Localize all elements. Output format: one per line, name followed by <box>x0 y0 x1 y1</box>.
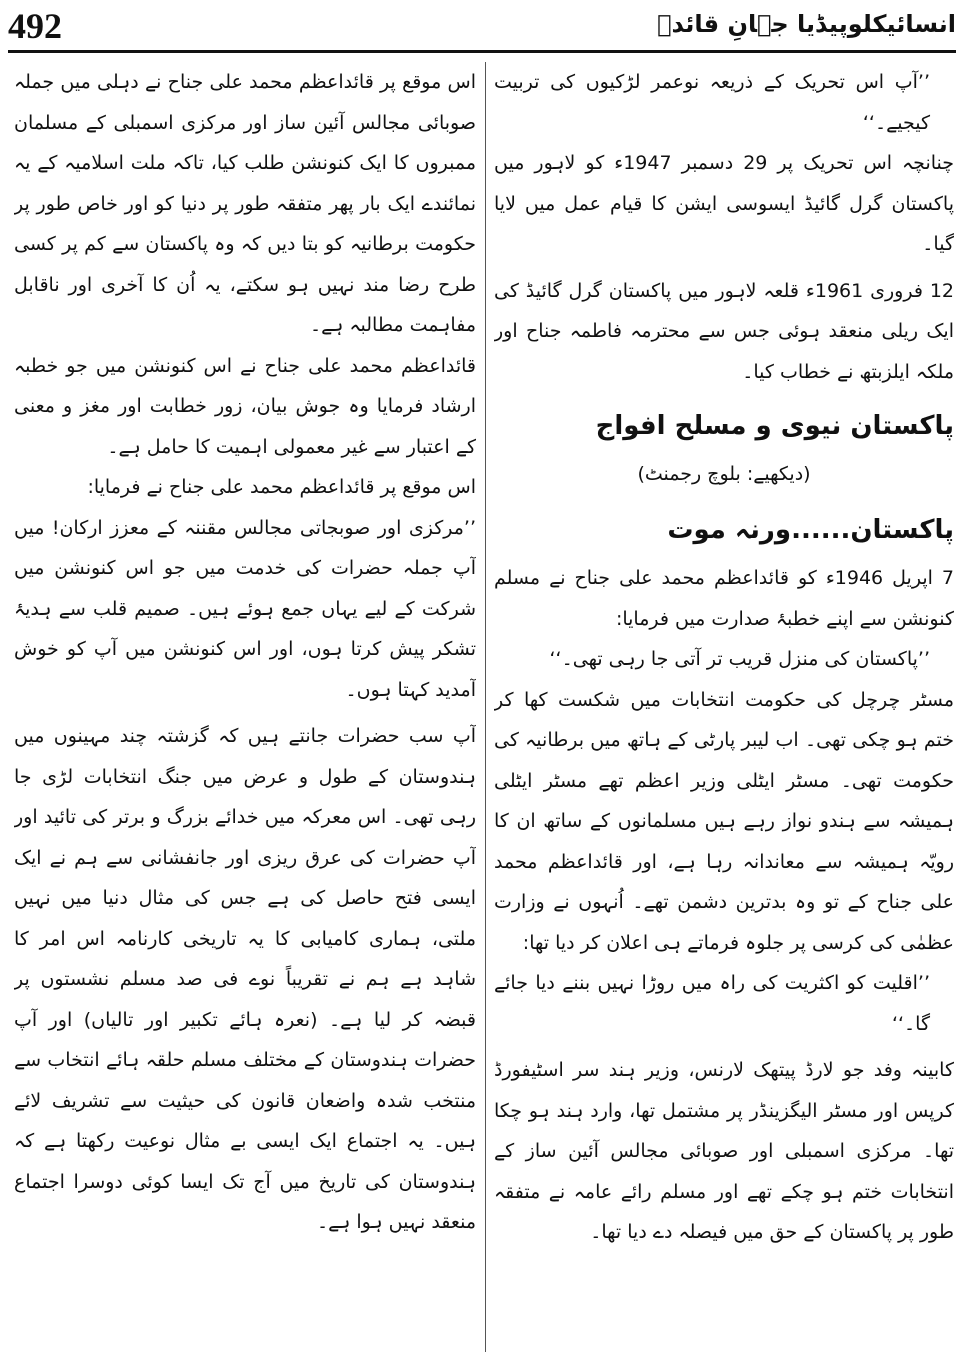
quote-paragraph: ’’آپ اس تحریک کے ذریعہ نوعمر لڑکیوں کی تربیت کیجیے۔‘‘ <box>494 71 930 134</box>
page-number: 492 <box>8 6 62 46</box>
see-also-reference: (دیکھیے: بلوچ رجمنٹ) <box>637 463 811 485</box>
paragraph: اس موقع پر قائداعظم محمد علی جناح نے فرمایا: <box>87 476 476 498</box>
paragraph: قائداعظم محمد علی جناح نے اس کنونشن میں جو خطبہ ارشاد فرمایا وہ جوش بیان، زور خطابت اور مغز و معنی کے اعتبار سے غیر معمولی اہمیت کا حامل ہے۔ <box>14 354 476 458</box>
paragraph: 7 اپریل 1946ء کو قائداعظم محمد علی جناح نے مسلم کنونشن سے اپنے خطبۂ صدارت میں فرمایا: <box>494 567 954 630</box>
paragraph: چنانچہ اس تحریک پر 29 دسمبر 1947ء کو لاہور میں پاکستان گرل گائیڈ ایسوسی ایشن کا قیام عمل میں لایا گیا۔ <box>494 152 954 255</box>
paragraph: مسٹر چرچل کی حکومت انتخابات میں شکست کھا کر ختم ہو چکی تھی۔ اب لیبر پارٹی کے ہاتھ میں برطانیہ کی حکومت تھی۔ مسٹر ایٹلی وزیر اعظم تھے مسٹر ایٹلی ہمیشہ سے ہندو نواز رہے ہیں مسلمانوں کے ساتھ ان کا رویّہ ہمیشہ سے معاندانہ رہا ہے، اور قائداعظم محمد علی جناح کے تو وہ بدترین دشمن تھے۔ اُنہوں نے وزارت عظمٰی کی کرسی پر جلوہ فرماتے ہی اعلان کر دیا تھا: <box>494 688 954 954</box>
quote-paragraph: ’’اقلیت کو اکثریت کی راہ میں روڑا نہیں بننے دیا جائے گا۔‘‘ <box>494 972 930 1035</box>
paragraph: کابینہ وفد جو لارڈ پیتھک لارنس، وزیر ہند سر اسٹیفورڈ کرپس اور مسٹر الیگزینڈر پر مشتمل تھا، وارد ہند ہو چکا تھا۔ مرکزی اسمبلی اور صوبائی مجالس آئین ساز کے انتخابات ختم ہو چکے تھے اور مسلم رائے عامہ نے متفقہ طور پر پاکستان کے حق میں فیصلہ دے دیا تھا۔ <box>494 1059 954 1243</box>
running-title: انسائیکلوپیڈیا جہانِ قائدؒ <box>657 10 956 38</box>
paragraph: 12 فروری 1961ء قلعہ لاہور میں پاکستان گرل گائیڈ کی ایک ریلی منعقد ہوئی جس سے محترمہ فاطمہ جناح اور ملکہ ایلزبتھ نے خطاب کیا۔ <box>494 279 954 383</box>
section-heading: پاکستان نیوی و مسلح افواج <box>595 411 954 441</box>
column-divider <box>485 62 486 1352</box>
quote-paragraph: ’’مرکزی اور صوبجاتی مجالس مقننہ کے معزز ارکان! میں آپ جملہ حضرات کی خدمت میں جو اس کنونشن میں شرکت کے لیے یہاں جمع ہوئے ہیں۔ صمیم قلب سے ہدیۂ تشکر پیش کرتا ہوں، اور اس کنونشن میں آپ کو خوش آمدید کہتا ہوں۔ <box>14 516 476 701</box>
right-column <box>494 62 954 1352</box>
section-heading: پاکستان......ورنہ موت <box>667 515 954 545</box>
quote-paragraph: ’’پاکستان کی منزل قریب تر آتی جا رہی تھی۔‘‘ <box>549 648 930 670</box>
header-rule <box>8 50 956 53</box>
left-column <box>14 62 476 1352</box>
paragraph: اس موقع پر قائداعظم محمد علی جناح نے دہلی میں جملہ صوبائی مجالس آئین ساز اور مرکزی اسمبلی کے مسلمان ممبروں کا ایک کنونشن طلب کیا، تاکہ ملت اسلامیہ کے یہ نمائندے ایک بار پھر متفقہ طور پر دنیا کو اور خاص طور پر حکومت برطانیہ کو بتا دیں کہ وہ پاکستان سے کم پر کسی طرح رضا مند نہیں ہو سکتے، یہ اُن کا آخری اور ناقابل مفاہمت مطالبہ ہے۔ <box>14 71 476 336</box>
page-header <box>8 4 956 48</box>
quote-paragraph: آپ سب حضرات جانتے ہیں کہ گزشتہ چند مہینوں میں ہندوستان کے طول و عرض میں جنگ انتخابات لڑی جا رہی تھی۔ اس معرکہ میں خدائے بزرگ و برتر کی تائید اور آپ حضرات کی عرق ریزی اور جانفشانی سے ہم نے ایک ایسی فتح حاصل کی ہے جس کی مثال دنیا میں نہیں ملتی، ہماری کامیابی کا یہ تاریخی کارنامہ اس امر کا شاہد ہے ہم نے تقریباً نوے فی صد مسلم نشستوں پر قبضہ کر لیا ہے۔ (نعرہ ہائے تکبیر اور تالیاں) اور آپ حضرات ہندوستان کے مختلف مسلم حلقہ ہائے انتخاب سے منتخب شدہ واضعان قانون کی حیثیت سے تشریف لائے ہیں۔ یہ اجتماع ایک ایسی بے مثال نوعیت رکھتا ہے کہ ہندوستان کی تاریخ میں آج تک ایسا کوئی دوسرا اجتماع منعقد نہیں ہوا ہے۔ <box>14 725 476 1233</box>
